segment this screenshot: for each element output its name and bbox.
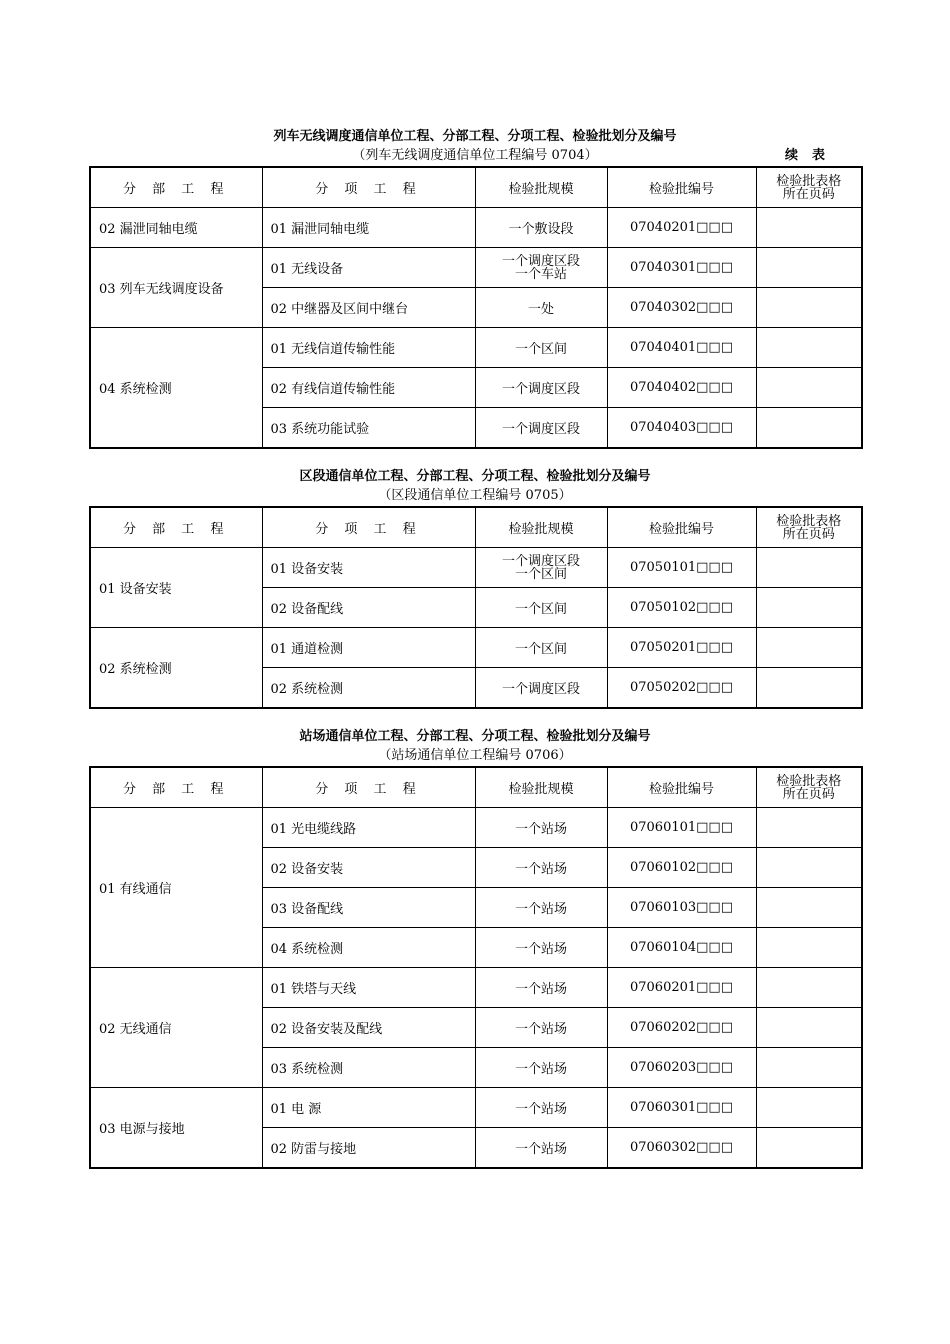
header-subitem: 分 项 工 程	[262, 167, 475, 208]
section-0705	[89, 468, 861, 709]
table-row	[90, 248, 862, 288]
page-number-cell	[756, 248, 862, 288]
subitem-name: 03 系统检测	[262, 1048, 475, 1088]
batch-scale: 一个站场	[475, 888, 607, 928]
section-title: 列车无线调度通信单位工程、分部工程、分项工程、检验批划分及编号	[273, 129, 677, 144]
header-row	[90, 167, 862, 208]
page-number-cell	[756, 208, 862, 248]
header-subitem: 分 项 工 程	[262, 767, 475, 808]
batch-scale: 一个调度区段	[475, 368, 607, 408]
batch-code: 07050101□□□	[607, 548, 756, 588]
page-number-cell	[756, 328, 862, 368]
header-batch-scale: 检验批规模	[475, 507, 607, 548]
subitem-name: 01 设备安装	[262, 548, 475, 588]
batch-scale: 一个站场	[475, 1088, 607, 1128]
batch-code: 07050201□□□	[607, 628, 756, 668]
header-page: 检验批表格 所在页码	[756, 507, 862, 548]
division-name: 01 有线通信	[90, 808, 262, 968]
subitem-name: 04 系统检测	[262, 928, 475, 968]
batch-scale: 一个敷设段	[475, 208, 607, 248]
division-name: 04 系统检测	[90, 328, 262, 449]
subitem-name: 02 有线信道传输性能	[262, 368, 475, 408]
page-number-cell	[756, 848, 862, 888]
header-batch-scale: 检验批规模	[475, 767, 607, 808]
section-0704	[89, 128, 861, 449]
batch-scale: 一个区间	[475, 588, 607, 628]
page-number-cell	[756, 588, 862, 628]
section-subtitle	[89, 746, 861, 766]
header-batch-code: 检验批编号	[607, 167, 756, 208]
subitem-name: 01 无线设备	[262, 248, 475, 288]
batch-code: 07060103□□□	[607, 888, 756, 928]
page-number-cell	[756, 408, 862, 449]
division-name: 03 列车无线调度设备	[90, 248, 262, 328]
batch-code: 07060202□□□	[607, 1008, 756, 1048]
subitem-name: 02 防雷与接地	[262, 1128, 475, 1169]
batch-scale: 一处	[475, 288, 607, 328]
header-division: 分 部 工 程	[90, 767, 262, 808]
table-row	[90, 968, 862, 1008]
batch-scale: 一个区间	[475, 628, 607, 668]
batch-scale: 一个调度区段	[475, 668, 607, 709]
subitem-name: 02 设备安装及配线	[262, 1008, 475, 1048]
page-number-cell	[756, 888, 862, 928]
page-number-cell	[756, 368, 862, 408]
batch-code: 07060201□□□	[607, 968, 756, 1008]
batch-scale: 一个调度区段 一个车站	[475, 248, 607, 288]
header-row	[90, 507, 862, 548]
header-page: 检验批表格 所在页码	[756, 767, 862, 808]
batch-scale: 一个站场	[475, 928, 607, 968]
section-subtitle-text: （列车无线调度通信单位工程编号 0704）	[352, 148, 598, 163]
table-row	[90, 328, 862, 368]
section-title: 区段通信单位工程、分部工程、分项工程、检验批划分及编号	[299, 469, 651, 484]
page-number-cell	[756, 1128, 862, 1169]
section-0706	[89, 728, 861, 1169]
table-row	[90, 548, 862, 588]
batch-code: 07060302□□□	[607, 1128, 756, 1169]
subitem-name: 01 电 源	[262, 1088, 475, 1128]
batch-scale: 一个站场	[475, 1128, 607, 1169]
subitem-name: 01 通道检测	[262, 628, 475, 668]
batch-code: 07040402□□□	[607, 368, 756, 408]
header-subitem: 分 项 工 程	[262, 507, 475, 548]
page-number-cell	[756, 668, 862, 709]
page-number-cell	[756, 1008, 862, 1048]
page-number-cell	[756, 288, 862, 328]
table-row	[90, 628, 862, 668]
division-name: 02 系统检测	[90, 628, 262, 709]
batch-code: 07040403□□□	[607, 408, 756, 449]
division-name: 03 电源与接地	[90, 1088, 262, 1169]
page-number-cell	[756, 928, 862, 968]
batch-scale: 一个站场	[475, 1008, 607, 1048]
subitem-name: 01 光电缆线路	[262, 808, 475, 848]
batch-code: 07040401□□□	[607, 328, 756, 368]
page-number-cell	[756, 1088, 862, 1128]
subitem-name: 01 铁塔与天线	[262, 968, 475, 1008]
inspection-table-0705	[89, 506, 863, 709]
section-subtitle	[89, 486, 861, 506]
section-title: 站场通信单位工程、分部工程、分项工程、检验批划分及编号	[299, 729, 651, 744]
subitem-name: 03 系统功能试验	[262, 408, 475, 449]
continued-label: 续表	[784, 148, 839, 163]
header-division: 分 部 工 程	[90, 507, 262, 548]
header-batch-scale: 检验批规模	[475, 167, 607, 208]
table-row	[90, 808, 862, 848]
batch-scale: 一个站场	[475, 848, 607, 888]
batch-scale: 一个调度区段 一个区间	[475, 548, 607, 588]
batch-code: 07040201□□□	[607, 208, 756, 248]
batch-code: 07040301□□□	[607, 248, 756, 288]
inspection-table-0706	[89, 766, 863, 1169]
batch-scale: 一个调度区段	[475, 408, 607, 449]
header-row	[90, 767, 862, 808]
table-row	[90, 1088, 862, 1128]
section-subtitle-text: （区段通信单位工程编号 0705）	[378, 488, 572, 503]
division-name: 01 设备安装	[90, 548, 262, 628]
page-number-cell	[756, 808, 862, 848]
subitem-name: 01 无线信道传输性能	[262, 328, 475, 368]
page-number-cell	[756, 968, 862, 1008]
batch-code: 07060203□□□	[607, 1048, 756, 1088]
batch-code: 07060102□□□	[607, 848, 756, 888]
page-number-cell	[756, 1048, 862, 1088]
batch-code: 07060101□□□	[607, 808, 756, 848]
page-number-cell	[756, 628, 862, 668]
header-batch-code: 检验批编号	[607, 507, 756, 548]
batch-code: 07050202□□□	[607, 668, 756, 709]
batch-scale: 一个站场	[475, 808, 607, 848]
division-name: 02 无线通信	[90, 968, 262, 1088]
division-name: 02 漏泄同轴电缆	[90, 208, 262, 248]
subitem-name: 01 漏泄同轴电缆	[262, 208, 475, 248]
batch-code: 07060301□□□	[607, 1088, 756, 1128]
table-row	[90, 208, 862, 248]
subitem-name: 03 设备配线	[262, 888, 475, 928]
subitem-name: 02 设备配线	[262, 588, 475, 628]
header-division: 分 部 工 程	[90, 167, 262, 208]
batch-code: 07040302□□□	[607, 288, 756, 328]
subitem-name: 02 中继器及区间中继台	[262, 288, 475, 328]
section-subtitle-text: （站场通信单位工程编号 0706）	[378, 748, 572, 763]
inspection-table-0704	[89, 166, 863, 449]
batch-scale: 一个站场	[475, 968, 607, 1008]
batch-code: 07060104□□□	[607, 928, 756, 968]
batch-scale: 一个站场	[475, 1048, 607, 1088]
header-page: 检验批表格 所在页码	[756, 167, 862, 208]
section-subtitle	[89, 146, 861, 166]
subitem-name: 02 系统检测	[262, 668, 475, 709]
page-number-cell	[756, 548, 862, 588]
subitem-name: 02 设备安装	[262, 848, 475, 888]
batch-scale: 一个区间	[475, 328, 607, 368]
batch-code: 07050102□□□	[607, 588, 756, 628]
header-batch-code: 检验批编号	[607, 767, 756, 808]
